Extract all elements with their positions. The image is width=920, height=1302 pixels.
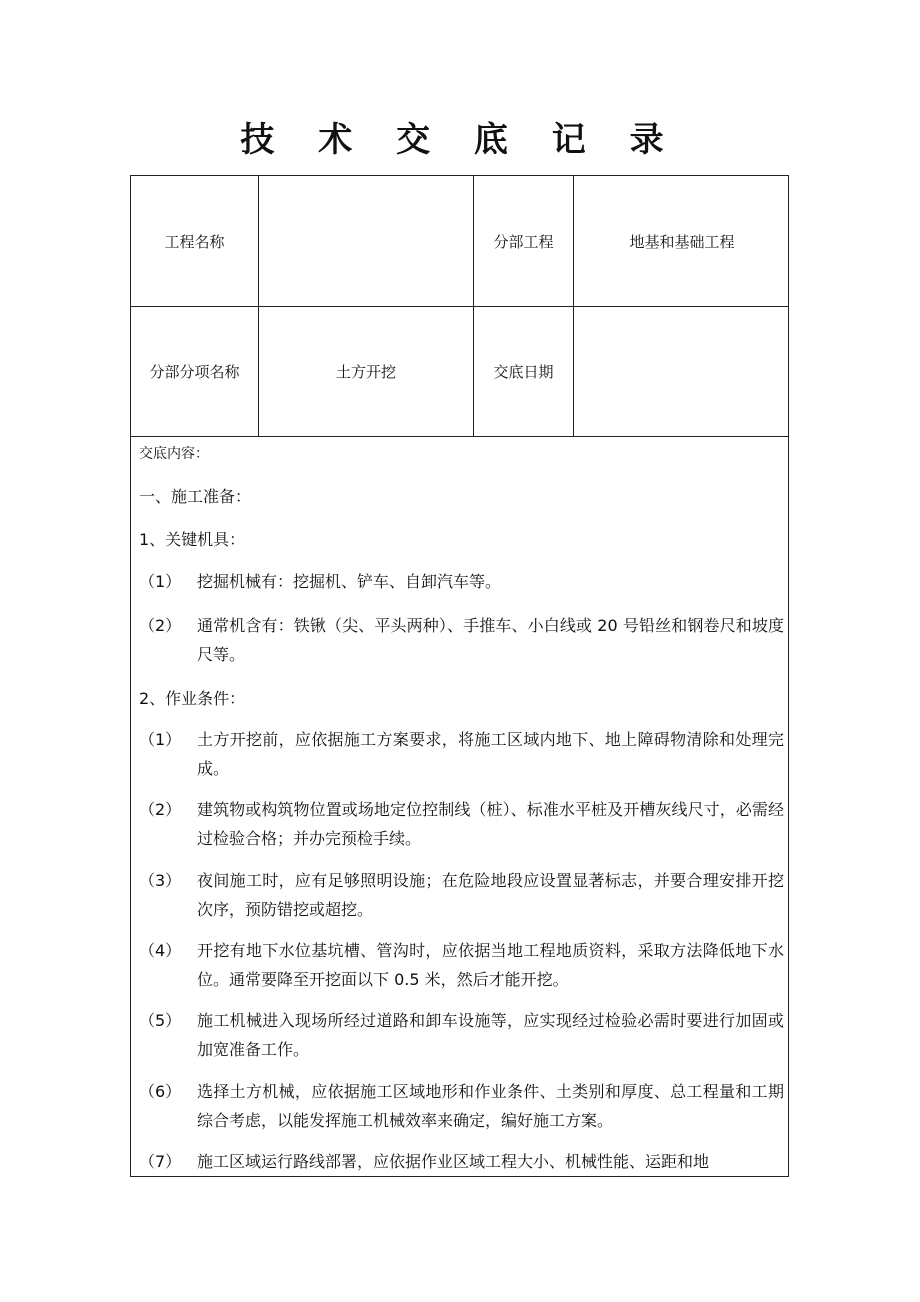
item-text: 挖掘机械有：挖掘机、铲车、自卸汽车等。 <box>197 572 502 591</box>
division-value: 地基和基础工程 <box>629 232 735 251</box>
item-number: （1） <box>139 730 182 749</box>
subsection-heading-tools: 1、关键机具： <box>139 530 246 549</box>
condition-item <box>139 936 784 994</box>
item-text: 施工机械进入现场所经过道路和卸车设施等，应实现经过检验必需时要进行加固或加宽准备工作。 <box>197 1011 784 1059</box>
project-name-label: 工程名称 <box>131 176 259 306</box>
item-text: 开挖有地下水位基坑槽、管沟时，应依据当地工程地质资料，采取方法降低地下水位。通常要降至开挖面以下 0.5 米，然后才能开挖。 <box>197 941 784 989</box>
condition-item <box>139 1006 784 1064</box>
condition-item <box>139 795 784 853</box>
condition-item <box>139 725 784 783</box>
condition-item <box>139 1147 784 1176</box>
item-text: 夜间施工时，应有足够照明设施；在危险地段应设置显著标志，并要合理安排开挖次序，预防错挖或超挖。 <box>197 871 784 919</box>
tool-item <box>139 567 784 596</box>
date-label: 交底日期 <box>474 306 574 436</box>
condition-item <box>139 866 784 924</box>
subitem-label: 分部分项名称 <box>131 306 259 436</box>
subsection-heading-conditions: 2、作业条件： <box>139 689 246 708</box>
condition-item <box>139 1077 784 1135</box>
item-number: （2） <box>139 800 182 819</box>
disclosure-form <box>130 175 789 1177</box>
content-label: 交底内容： <box>139 446 209 462</box>
item-number: （7） <box>139 1152 182 1171</box>
date-field[interactable] <box>574 306 789 436</box>
header-row-1 <box>131 176 789 307</box>
item-number: （6） <box>139 1082 182 1101</box>
item-text: 施工区域运行路线部署，应依据作业区域工程大小、机械性能、运距和地 <box>197 1152 710 1171</box>
item-number: （4） <box>139 941 182 960</box>
subitem-value: 土方开挖 <box>259 306 474 436</box>
item-text: 通常机含有：铁锹（尖、平头两种）、手推车、小白线或 20 号铅丝和钢卷尺和坡度尺等。 <box>197 616 784 664</box>
header-row-2 <box>131 306 789 437</box>
item-text: 选择土方机械，应依据施工区域地形和作业条件、土类别和厚度、总工程量和工期综合考虑，以能发挥施工机械效率来确定，编好施工方案。 <box>197 1082 784 1130</box>
document-title: 技 术 交 底 记 录 <box>240 120 680 160</box>
item-text: 土方开挖前，应依据施工方案要求，将施工区域内地下、地上障碍物清除和处理完成。 <box>197 730 784 778</box>
item-number: （1） <box>139 572 182 591</box>
division-label: 分部工程 <box>474 176 574 306</box>
item-number: （5） <box>139 1011 182 1030</box>
item-number: （3） <box>139 871 182 890</box>
tool-item <box>139 611 784 669</box>
item-text: 建筑物或构筑物位置或场地定位控制线（桩）、标准水平桩及开槽灰线尺寸，必需经过检验合格；并办完预检手续。 <box>197 800 784 848</box>
item-number: （2） <box>139 616 182 635</box>
project-name-field[interactable] <box>259 176 474 306</box>
section-heading: 一、施工准备： <box>139 487 252 506</box>
